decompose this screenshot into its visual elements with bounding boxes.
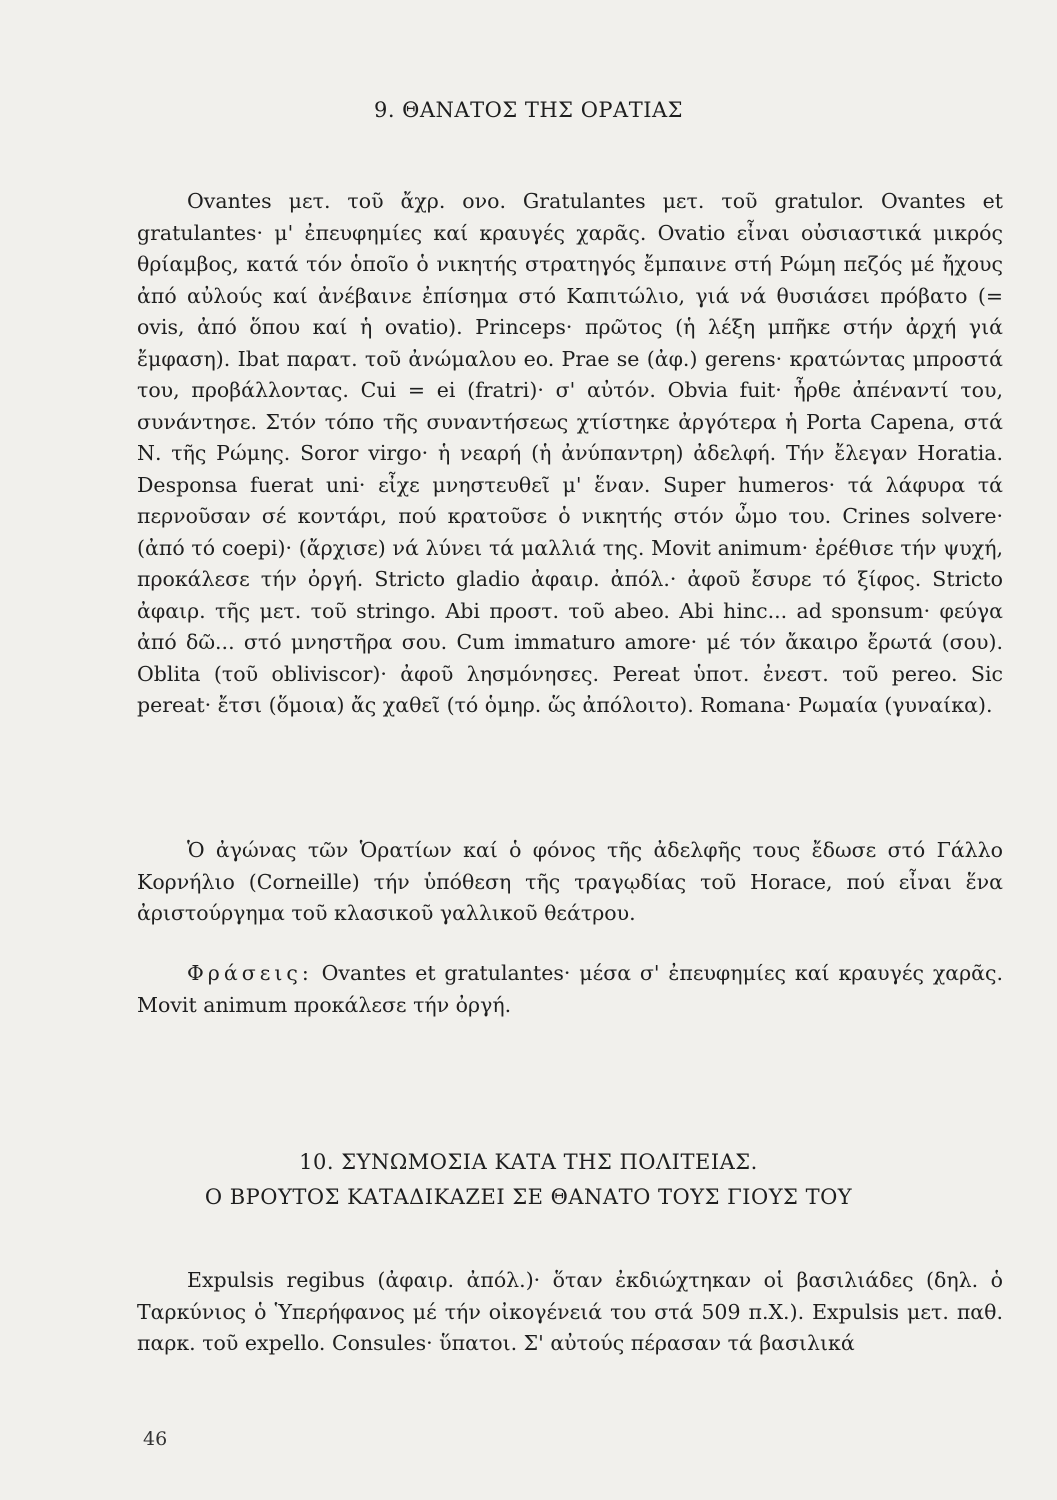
section-title-line-1: 10. ΣΥΝΩΜΟΣΙΑ ΚΑΤΑ ΤΗΣ ΠΟΛΙΤΕΙΑΣ. xyxy=(299,1150,758,1174)
commentary-paragraph: Ovantes μετ. τοῦ ἄχρ. ονο. Gratulantes μετ. τοῦ gratulor. Ovantes et gratulantes· μ' ἐπευφημίες καί κραυγές χαρᾶς. Ovatio εἶναι οὐσιαστικά μικρός θρίαμβος, κατά τόν ὁποῖο ὁ νικητής στρατηγός ἔμπαινε στή Ρώμη πεζός μέ ἤχους ἀπό αὐλούς καί ἀνέβαινε ἐπίσημα στό Καπιτώλιο, γιά νά θυσιάσει πρόβατο (= ovis, ἀπό ὅπου καί ἡ ovatio). Princeps· πρῶτος (ἡ λέξη μπῆκε στήν ἀρχή γιά ἔμφαση). Ibat παρατ. τοῦ ἀνώμαλου eo. Prae se (ἀφ.) gerens· κρατώντας μπροστά του, προβάλλοντας. Cui = ei (fratri)· σ' αὐτόν. Obvia fuit· ἦρθε ἀπέναντί του, συνάντησε. Στόν τόπο τῆς συναντήσεως χτίστηκε ἀργότερα ἡ Porta Capena, στά Ν. τῆς Ρώμης. Soror virgo· ἡ νεαρή (ἡ ἀνύπαντρη) ἀδελφή. Τήν ἔλεγαν Horatia. Desponsa fuerat uni· εἶχε μνηστευθεῖ μ' ἕναν. Super humeros· τά λάφυρα τά περνοῦσαν σέ κοντάρι, πού κρατοῦσε ὁ νικητής στόν ὦμο του. Crines solvere· (ἀπό τό coepi)· (ἄρχισε) νά λύνει τά μαλλιά της. Movit animum· ἐρέθισε τήν ψυχή, προκάλεσε τήν ὀργή. Stricto gladio ἀφαιρ. ἀπόλ.· ἀφοῦ ἔσυρε τό ξίφος. Stricto ἀφαιρ. τῆς μετ. τοῦ stringo. Abi προστ. τοῦ abeo. Abi hinc... ad sponsum· φεύγα ἀπό δῶ... στό μνηστῆρα σου. Cum immaturo amore· μέ τόν ἄκαιρο ἔρωτά (σου). Oblita (τοῦ obliviscor)· ἀφοῦ λησμόνησες. Pereat ὑποτ. ἐνεστ. τοῦ pereo. Sic pereat· ἔτσι (ὅμοια) ἄς χαθεῖ (τό ὁμηρ. ὥς ἀπόλοιτο). Romana· Ρωμαία (γυναίκα). xyxy=(137,189,1003,717)
section-title-line-2: Ο ΒΡΟΥΤΟΣ ΚΑΤΑΔΙΚΑΖΕΙ ΣΕ ΘΑΝΑΤΟ ΤΟΥΣ ΓΙΟΥΣ ΤΟΥ xyxy=(204,1185,853,1209)
phrases-label: Φράσεις: xyxy=(187,961,313,985)
commentary-paragraph-brutus: Expulsis regibus (ἀφαιρ. ἀπόλ.)· ὅταν ἐκδιώχτηκαν οἱ βασιλιάδες (δηλ. ὁ Ταρκύνιος ὁ Ὑπερήφανος μέ τήν οἰκογένειά του στά 509 π.Χ.). Expulsis μετ. παθ. παρκ. τοῦ expello. Consules· ὕπατοι. Σ' αὐτούς πέρασαν τά βασιλικά xyxy=(137,1268,1003,1355)
page-number: 46 xyxy=(143,1428,168,1450)
commentary-paragraph-corneille: Ὁ ἀγώνας τῶν Ὁρατίων καί ὁ φόνος τῆς ἀδελφῆς τους ἔδωσε στό Γάλλο Κορνήλιο (Corneille) τήν ὑπόθεση τῆς τραγῳδίας τοῦ Horace, πού εἶναι ἕνα ἀριστούργημα τοῦ κλασικοῦ γαλλικοῦ θεάτρου. xyxy=(137,838,1003,925)
phrases-paragraph xyxy=(137,958,1003,1021)
section-title: 9. ΘΑΝΑΤΟΣ ΤΗΣ ΟΡΑΤΙΑΣ xyxy=(373,98,684,122)
phrases-text: Ovantes et gratulantes· μέσα σ' ἐπευφημίες καί κραυγές χαρᾶς. Movit animum προκάλεσε τήν ὀργή. xyxy=(137,961,1003,1017)
